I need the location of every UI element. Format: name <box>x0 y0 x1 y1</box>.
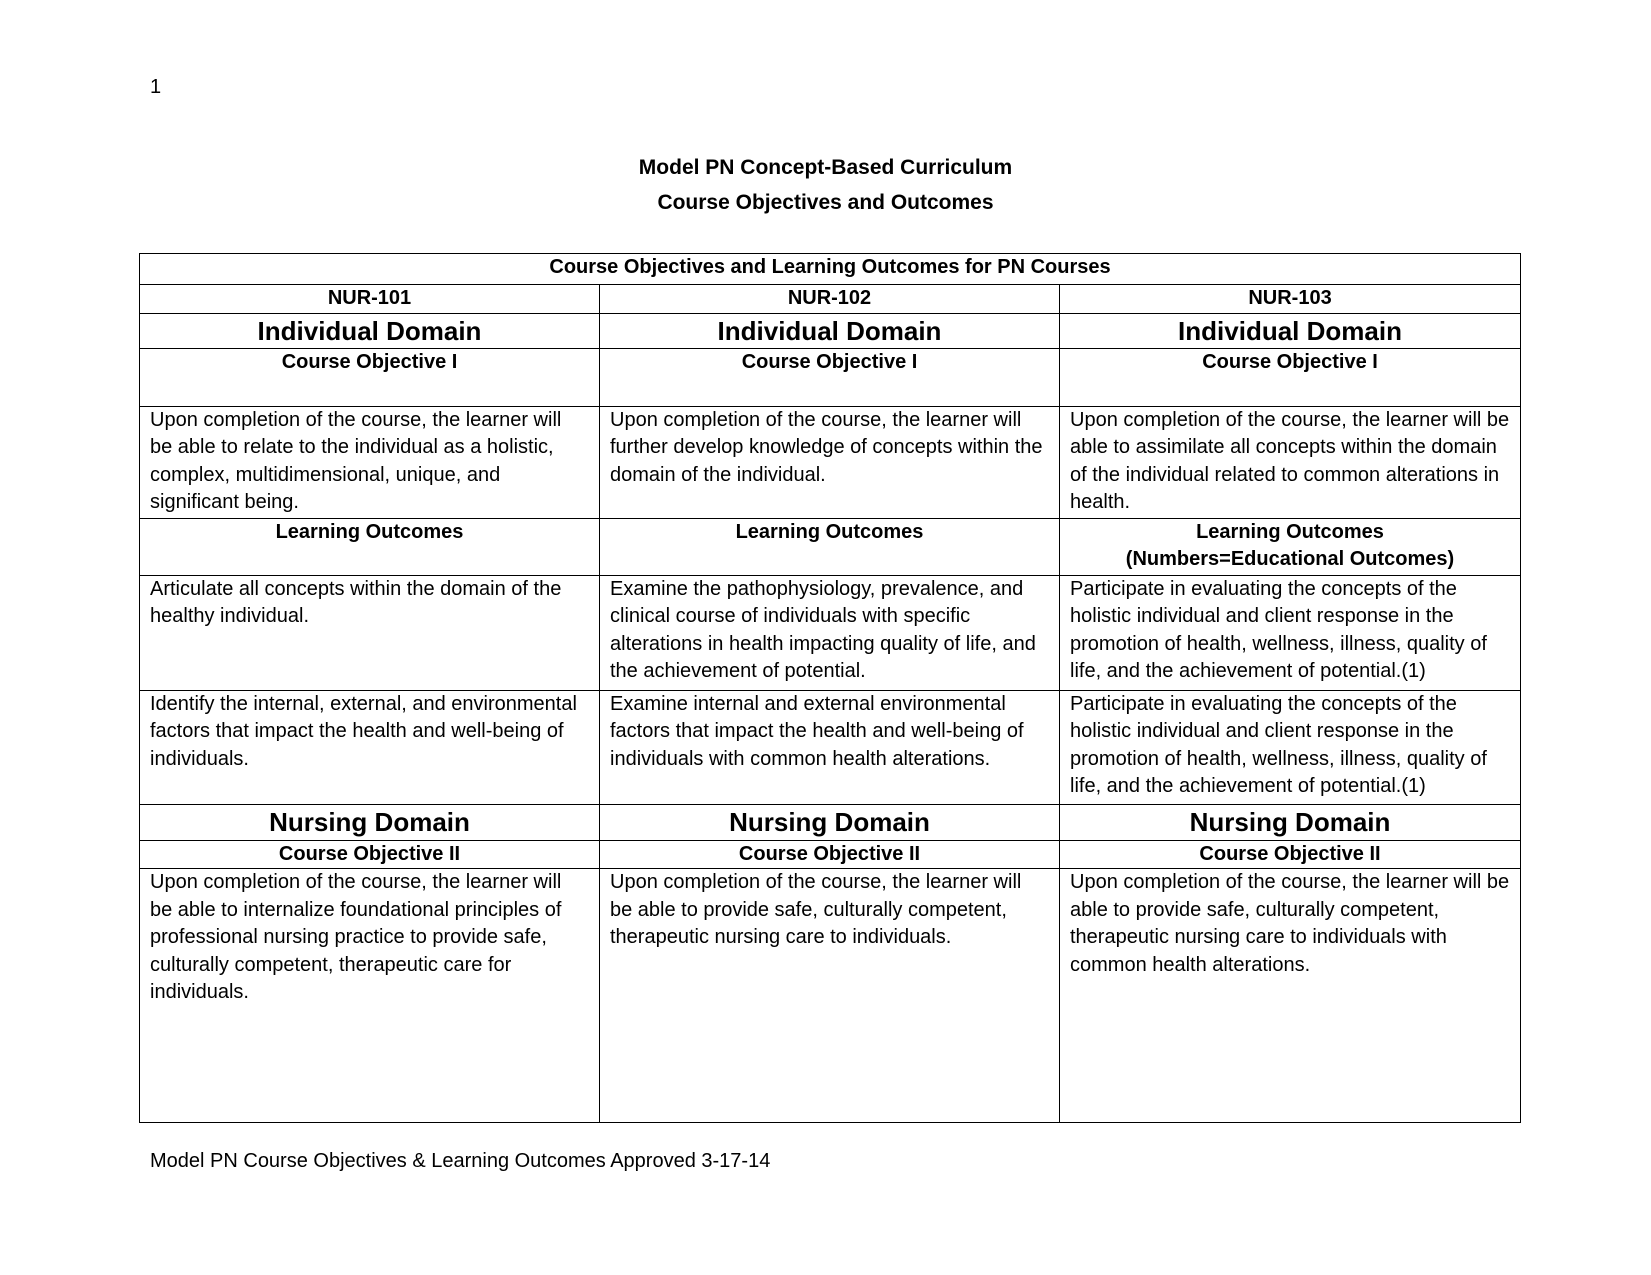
title-line-2: Course Objectives and Outcomes <box>657 191 994 214</box>
course-code-101: NUR-101 <box>140 285 600 314</box>
outcome-1-102: Examine the pathophysiology, prevalence, and clinical course of individuals with specific alterations in health impacting quality of life, and the achievement of potential. <box>600 575 1060 690</box>
learning-outcomes-label-103-subtitle: (Numbers=Educational Outcomes) <box>1125 548 1455 570</box>
learning-outcomes-label-102: Learning Outcomes <box>600 518 1060 575</box>
objective-i-text-101: Upon completion of the course, the learner will be able to relate to the individual as a holistic, complex, multidimensional, unique, and significant being. <box>140 406 600 518</box>
objective-ii-label-101: Course Objective II <box>140 840 600 869</box>
individual-domain-heading-103: Individual Domain <box>1060 313 1521 348</box>
outcome-1-103: Participate in evaluating the concepts of the holistic individual and client response in the promotion of health, wellness, illness, quality of life, and the achievement of potential.(1) <box>1060 575 1521 690</box>
nursing-domain-row <box>140 804 1521 840</box>
objective-i-label-101: Course Objective I <box>140 348 600 406</box>
outcome-2-101: Identify the internal, external, and environmental factors that impact the health and well-being of individuals. <box>140 690 600 804</box>
outcome-2-103: Participate in evaluating the concepts of the holistic individual and client response in the promotion of health, wellness, illness, quality of life, and the achievement of potential.(1) <box>1060 690 1521 804</box>
course-header-row <box>140 285 1521 314</box>
objective-ii-text-101: Upon completion of the course, the learner will be able to internalize foundational principles of professional nursing practice to provide safe, culturally competent, therapeutic care for individuals. <box>140 869 600 1123</box>
outcome-row <box>140 575 1521 690</box>
table-caption: Course Objectives and Learning Outcomes for PN Courses <box>140 254 1521 285</box>
objective-i-text-row <box>140 406 1521 518</box>
objective-ii-label-103: Course Objective II <box>1060 840 1521 869</box>
learning-outcomes-label-103 <box>1060 518 1521 575</box>
objective-i-label-102: Course Objective I <box>600 348 1060 406</box>
learning-outcomes-label-101: Learning Outcomes <box>140 518 600 575</box>
title-line-1: Model PN Concept-Based Curriculum <box>638 156 1013 179</box>
nursing-domain-heading-102: Nursing Domain <box>600 804 1060 840</box>
objective-i-text-102: Upon completion of the course, the learner will further develop knowledge of concepts within the domain of the individual. <box>600 406 1060 518</box>
objective-ii-text-103: Upon completion of the course, the learner will be able to provide safe, culturally competent, therapeutic nursing care to individuals with common health alterations. <box>1060 869 1521 1123</box>
objective-ii-label-102: Course Objective II <box>600 840 1060 869</box>
document-title <box>0 150 1651 220</box>
individual-domain-heading-101: Individual Domain <box>140 313 600 348</box>
objective-i-label-row <box>140 348 1521 406</box>
objective-ii-text-102: Upon completion of the course, the learner will be able to provide safe, culturally competent, therapeutic nursing care to individuals. <box>600 869 1060 1123</box>
table-caption-row <box>140 254 1521 285</box>
objectives-table <box>139 253 1521 1123</box>
nursing-domain-heading-101: Nursing Domain <box>140 804 600 840</box>
individual-domain-heading-102: Individual Domain <box>600 313 1060 348</box>
learning-outcomes-label-row <box>140 518 1521 575</box>
objective-ii-text-row <box>140 869 1521 1123</box>
objective-i-text-103: Upon completion of the course, the learner will be able to assimilate all concepts within the domain of the individual related to common alterations in health. <box>1060 406 1521 518</box>
objective-ii-label-row <box>140 840 1521 869</box>
outcome-1-101: Articulate all concepts within the domain of the healthy individual. <box>140 575 600 690</box>
page-number: 1 <box>150 76 162 98</box>
footer-note: Model PN Course Objectives & Learning Outcomes Approved 3-17-14 <box>150 1150 771 1172</box>
course-code-102: NUR-102 <box>600 285 1060 314</box>
course-code-103: NUR-103 <box>1060 285 1521 314</box>
nursing-domain-heading-103: Nursing Domain <box>1060 804 1521 840</box>
outcome-row <box>140 690 1521 804</box>
individual-domain-row <box>140 313 1521 348</box>
learning-outcomes-label-103-title: Learning Outcomes <box>1196 520 1384 543</box>
objective-i-label-103: Course Objective I <box>1060 348 1521 406</box>
outcome-2-102: Examine internal and external environmental factors that impact the health and well-being of individuals with common health alterations. <box>600 690 1060 804</box>
